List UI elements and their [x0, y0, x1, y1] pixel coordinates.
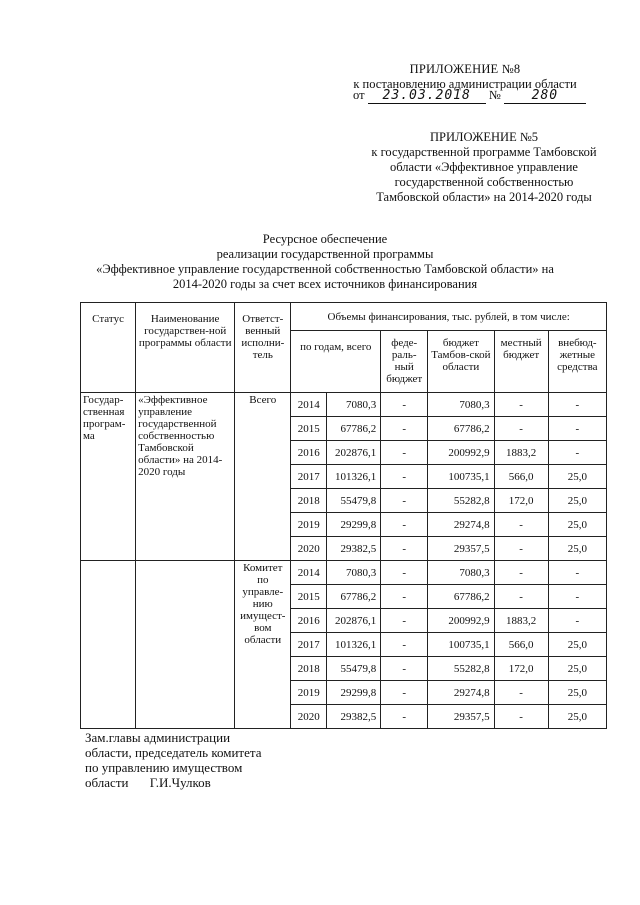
regional-cell: 55282,8	[428, 489, 494, 513]
title-line: 2014-2020 годы за счет всех источников финансирования	[172, 277, 478, 291]
offbudget-cell: -	[548, 441, 606, 465]
status-cell	[81, 561, 136, 729]
offbudget-cell: 25,0	[548, 465, 606, 489]
local-cell: -	[494, 417, 548, 441]
handwritten-date: 23.03.2018	[382, 88, 471, 103]
offbudget-cell: 25,0	[548, 681, 606, 705]
offbudget-cell: 25,0	[548, 657, 606, 681]
total-cell: 202876,1	[327, 441, 381, 465]
local-cell: -	[494, 681, 548, 705]
total-cell: 7080,3	[327, 561, 381, 585]
regional-cell: 100735,1	[428, 633, 494, 657]
header-volumes: Объемы финансирования, тыс. рублей, в том числе:	[291, 303, 607, 331]
offbudget-cell: -	[548, 561, 606, 585]
appendix-5-line: к государственной программе Тамбовской	[371, 145, 597, 159]
header-local: местный бюджет	[494, 331, 548, 393]
federal-cell: -	[381, 441, 428, 465]
document-title	[70, 232, 580, 292]
regional-cell: 29357,5	[428, 705, 494, 729]
local-cell: -	[494, 513, 548, 537]
offbudget-cell: 25,0	[548, 489, 606, 513]
offbudget-cell: -	[548, 393, 606, 417]
year-cell: 2016	[291, 609, 327, 633]
year-cell: 2019	[291, 681, 327, 705]
appendix-5-title: ПРИЛОЖЕНИЕ №5	[429, 130, 539, 144]
program-name-cell	[136, 561, 235, 729]
table-row	[81, 561, 607, 585]
regional-cell: 29357,5	[428, 537, 494, 561]
offbudget-cell: 25,0	[548, 513, 606, 537]
total-cell: 55479,8	[327, 657, 381, 681]
local-cell: 1883,2	[494, 609, 548, 633]
year-cell: 2014	[291, 393, 327, 417]
year-cell: 2017	[291, 465, 327, 489]
signature-line: по управлению имуществом	[85, 760, 243, 775]
offbudget-cell: -	[548, 585, 606, 609]
signature-line: Зам.главы администрации	[85, 730, 231, 745]
regional-cell: 7080,3	[428, 561, 494, 585]
federal-cell: -	[381, 681, 428, 705]
appendix-5-line: государственной собственностью	[394, 175, 574, 189]
federal-cell: -	[381, 537, 428, 561]
signature-line: области	[85, 775, 129, 790]
offbudget-cell: -	[548, 417, 606, 441]
appendix-8-subtitle: к постановлению администрации области	[353, 77, 577, 91]
from-label: от	[353, 88, 365, 102]
total-cell: 67786,2	[327, 585, 381, 609]
local-cell: -	[494, 561, 548, 585]
year-cell: 2018	[291, 489, 327, 513]
federal-cell: -	[381, 705, 428, 729]
regional-cell: 200992,9	[428, 609, 494, 633]
federal-cell: -	[381, 513, 428, 537]
header-program-name: Наименование государствен-ной программы области	[136, 303, 235, 393]
total-cell: 202876,1	[327, 609, 381, 633]
total-cell: 29299,8	[327, 681, 381, 705]
total-cell: 101326,1	[327, 633, 381, 657]
regional-cell: 100735,1	[428, 465, 494, 489]
table-row	[81, 393, 607, 417]
year-cell: 2020	[291, 705, 327, 729]
federal-cell: -	[381, 609, 428, 633]
total-cell: 7080,3	[327, 393, 381, 417]
regional-cell: 29274,8	[428, 681, 494, 705]
total-cell: 101326,1	[327, 465, 381, 489]
responsible-cell: Комитет по управле-нию имущест-вом области	[235, 561, 291, 729]
regional-cell: 29274,8	[428, 513, 494, 537]
year-cell: 2015	[291, 585, 327, 609]
total-cell: 29382,5	[327, 537, 381, 561]
signature-block	[85, 730, 405, 790]
handwritten-number: 280	[531, 88, 559, 103]
offbudget-cell: -	[548, 609, 606, 633]
appendix-5-line: Тамбовской области» на 2014-2020 годы	[376, 190, 592, 204]
signatory-name: Г.И.Чулков	[149, 775, 211, 790]
federal-cell: -	[381, 633, 428, 657]
responsible-cell: Всего	[235, 393, 291, 561]
regional-cell: 67786,2	[428, 585, 494, 609]
regional-cell: 67786,2	[428, 417, 494, 441]
offbudget-cell: 25,0	[548, 633, 606, 657]
local-cell: 566,0	[494, 465, 548, 489]
federal-cell: -	[381, 561, 428, 585]
total-cell: 55479,8	[327, 489, 381, 513]
federal-cell: -	[381, 657, 428, 681]
federal-cell: -	[381, 393, 428, 417]
header-total: по годам, всего	[291, 331, 381, 393]
year-cell: 2020	[291, 537, 327, 561]
year-cell: 2016	[291, 441, 327, 465]
offbudget-cell: 25,0	[548, 705, 606, 729]
year-cell: 2014	[291, 561, 327, 585]
local-cell: -	[494, 537, 548, 561]
local-cell: 1883,2	[494, 441, 548, 465]
regional-cell: 200992,9	[428, 441, 494, 465]
federal-cell: -	[381, 489, 428, 513]
regional-cell: 55282,8	[428, 657, 494, 681]
local-cell: 566,0	[494, 633, 548, 657]
local-cell: 172,0	[494, 489, 548, 513]
year-cell: 2019	[291, 513, 327, 537]
year-cell: 2015	[291, 417, 327, 441]
year-cell: 2017	[291, 633, 327, 657]
header-status: Статус	[81, 303, 136, 393]
local-cell: -	[494, 705, 548, 729]
local-cell: -	[494, 585, 548, 609]
status-cell: Государ-ственная програм-ма	[81, 393, 136, 561]
financing-table	[80, 302, 607, 729]
appendix-8-title: ПРИЛОЖЕНИЕ №8	[409, 62, 521, 76]
local-cell: 172,0	[494, 657, 548, 681]
appendix-5-header	[334, 130, 634, 205]
header-responsible: Ответст-венный исполни-тель	[235, 303, 291, 393]
header-regional: бюджет Тамбов-ской области	[428, 331, 494, 393]
program-name-cell: «Эффективное управление государственной собственностью Тамбовской области» на 2014-2020 годы	[136, 393, 235, 561]
year-cell: 2018	[291, 657, 327, 681]
appendix-5-line: области «Эффективное управление	[389, 160, 578, 174]
federal-cell: -	[381, 417, 428, 441]
total-cell: 67786,2	[327, 417, 381, 441]
number-label: №	[488, 88, 501, 102]
title-line: Ресурсное обеспечение	[262, 232, 388, 246]
regional-cell: 7080,3	[428, 393, 494, 417]
header-offbudget: внебюд-жетные средства	[548, 331, 606, 393]
total-cell: 29299,8	[327, 513, 381, 537]
local-cell: -	[494, 393, 548, 417]
federal-cell: -	[381, 465, 428, 489]
title-line: «Эффективное управление государственной собственностью Тамбовской области» на	[96, 262, 554, 276]
federal-cell: -	[381, 585, 428, 609]
total-cell: 29382,5	[327, 705, 381, 729]
date-number-line	[353, 88, 593, 104]
title-line: реализации государственной программы	[216, 247, 434, 261]
header-federal: феде-раль-ный бюджет	[381, 331, 428, 393]
offbudget-cell: 25,0	[548, 537, 606, 561]
signature-line: области, председатель комитета	[85, 745, 262, 760]
